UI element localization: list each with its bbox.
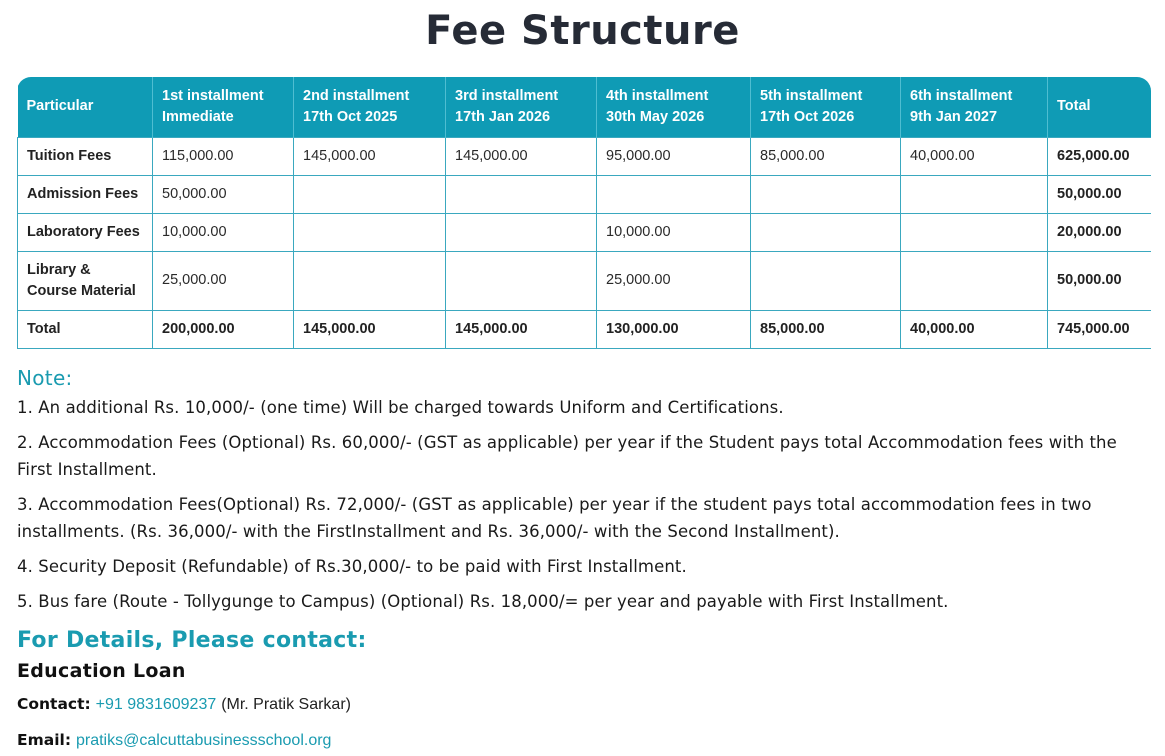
row-label: Tuition Fees [18,137,153,175]
table-cell [294,251,446,310]
table-cell: 95,000.00 [597,137,751,175]
phone-link[interactable]: +91 9831609237 [95,696,217,713]
notes-section [17,366,1157,623]
table-cell: 145,000.00 [446,137,597,175]
table-row-library-course-material [18,251,1152,310]
table-header-row [18,77,1152,137]
table-row-admission-fees [18,175,1152,213]
header-installment-1: 1st installment Immediate [153,77,294,137]
contact-person: (Mr. Pratik Sarkar) [221,696,351,713]
table-cell: 25,000.00 [153,251,294,310]
table-cell [901,213,1048,251]
note-item-5: 5. Bus fare (Route - Tollygunge to Campus) (Optional) Rs. 18,000/= per year and payable with First Installment. [17,592,949,611]
table-cell: 10,000.00 [153,213,294,251]
header-total: Total [1048,77,1152,137]
table-cell: 85,000.00 [751,137,901,175]
fee-structure-table [17,77,1151,349]
table-cell: 115,000.00 [153,137,294,175]
note-item-1: 1. An additional Rs. 10,000/- (one time) Will be charged towards Uniform and Certifications. [17,398,784,417]
table-cell: 40,000.00 [901,137,1048,175]
table-cell: 145,000.00 [294,310,446,348]
table-cell [446,213,597,251]
table-cell: 145,000.00 [446,310,597,348]
grand-total: 745,000.00 [1048,310,1152,348]
table-cell [901,175,1048,213]
row-total: 50,000.00 [1048,251,1152,310]
row-total: 50,000.00 [1048,175,1152,213]
note-item-4: 4. Security Deposit (Refundable) of Rs.30,000/- to be paid with First Installment. [17,557,687,576]
row-total: 20,000.00 [1048,213,1152,251]
table-cell: 145,000.00 [294,137,446,175]
note-item-3: 3. Accommodation Fees(Optional) Rs. 72,000/- (GST as applicable) per year if the student pays total accommodation fees in two installments. (Rs. 36,000/- with the FirstInstallment and Rs. 36,000/- with the Second Installment). [17,495,1092,541]
row-label: Total [18,310,153,348]
table-cell [901,251,1048,310]
table-cell [751,251,901,310]
table-cell [446,175,597,213]
table-cell: 50,000.00 [153,175,294,213]
table-cell: 25,000.00 [597,251,751,310]
table-row-total [18,310,1152,348]
header-particular: Particular [18,77,153,137]
table-cell: 85,000.00 [751,310,901,348]
table-row-laboratory-fees [18,213,1152,251]
header-installment-6: 6th installment 9th Jan 2027 [901,77,1048,137]
email-line [17,728,1157,753]
header-installment-4: 4th installment 30th May 2026 [597,77,751,137]
contact-heading: For Details, Please contact: [17,628,367,653]
row-label: Library & Course Material [18,251,153,310]
row-label: Admission Fees [18,175,153,213]
table-cell [294,213,446,251]
table-cell: 40,000.00 [901,310,1048,348]
table-cell [446,251,597,310]
notes-heading: Note: [17,366,73,390]
header-installment-5: 5th installment 17th Oct 2026 [751,77,901,137]
page-title: Fee Structure [425,8,740,54]
table-cell [597,175,751,213]
row-label: Laboratory Fees [18,213,153,251]
table-cell: 200,000.00 [153,310,294,348]
table-row-tuition-fees [18,137,1152,175]
header-installment-3: 3rd installment 17th Jan 2026 [446,77,597,137]
phone-label: Contact: [17,695,91,713]
phone-line [17,692,1157,717]
email-label: Email: [17,731,72,749]
table-cell [294,175,446,213]
note-item-2: 2. Accommodation Fees (Optional) Rs. 60,000/- (GST as applicable) per year if the Student pays total Accommodation fees with the First Installment. [17,433,1117,479]
table-cell [751,213,901,251]
fee-structure-table-container [17,77,1151,349]
row-total: 625,000.00 [1048,137,1152,175]
contact-subheading: Education Loan [17,660,186,682]
table-cell: 130,000.00 [597,310,751,348]
contact-section [17,626,1157,753]
header-installment-2: 2nd installment 17th Oct 2025 [294,77,446,137]
table-cell: 10,000.00 [597,213,751,251]
email-link[interactable]: pratiks@calcuttabusinessschool.org [75,732,332,749]
table-cell [751,175,901,213]
